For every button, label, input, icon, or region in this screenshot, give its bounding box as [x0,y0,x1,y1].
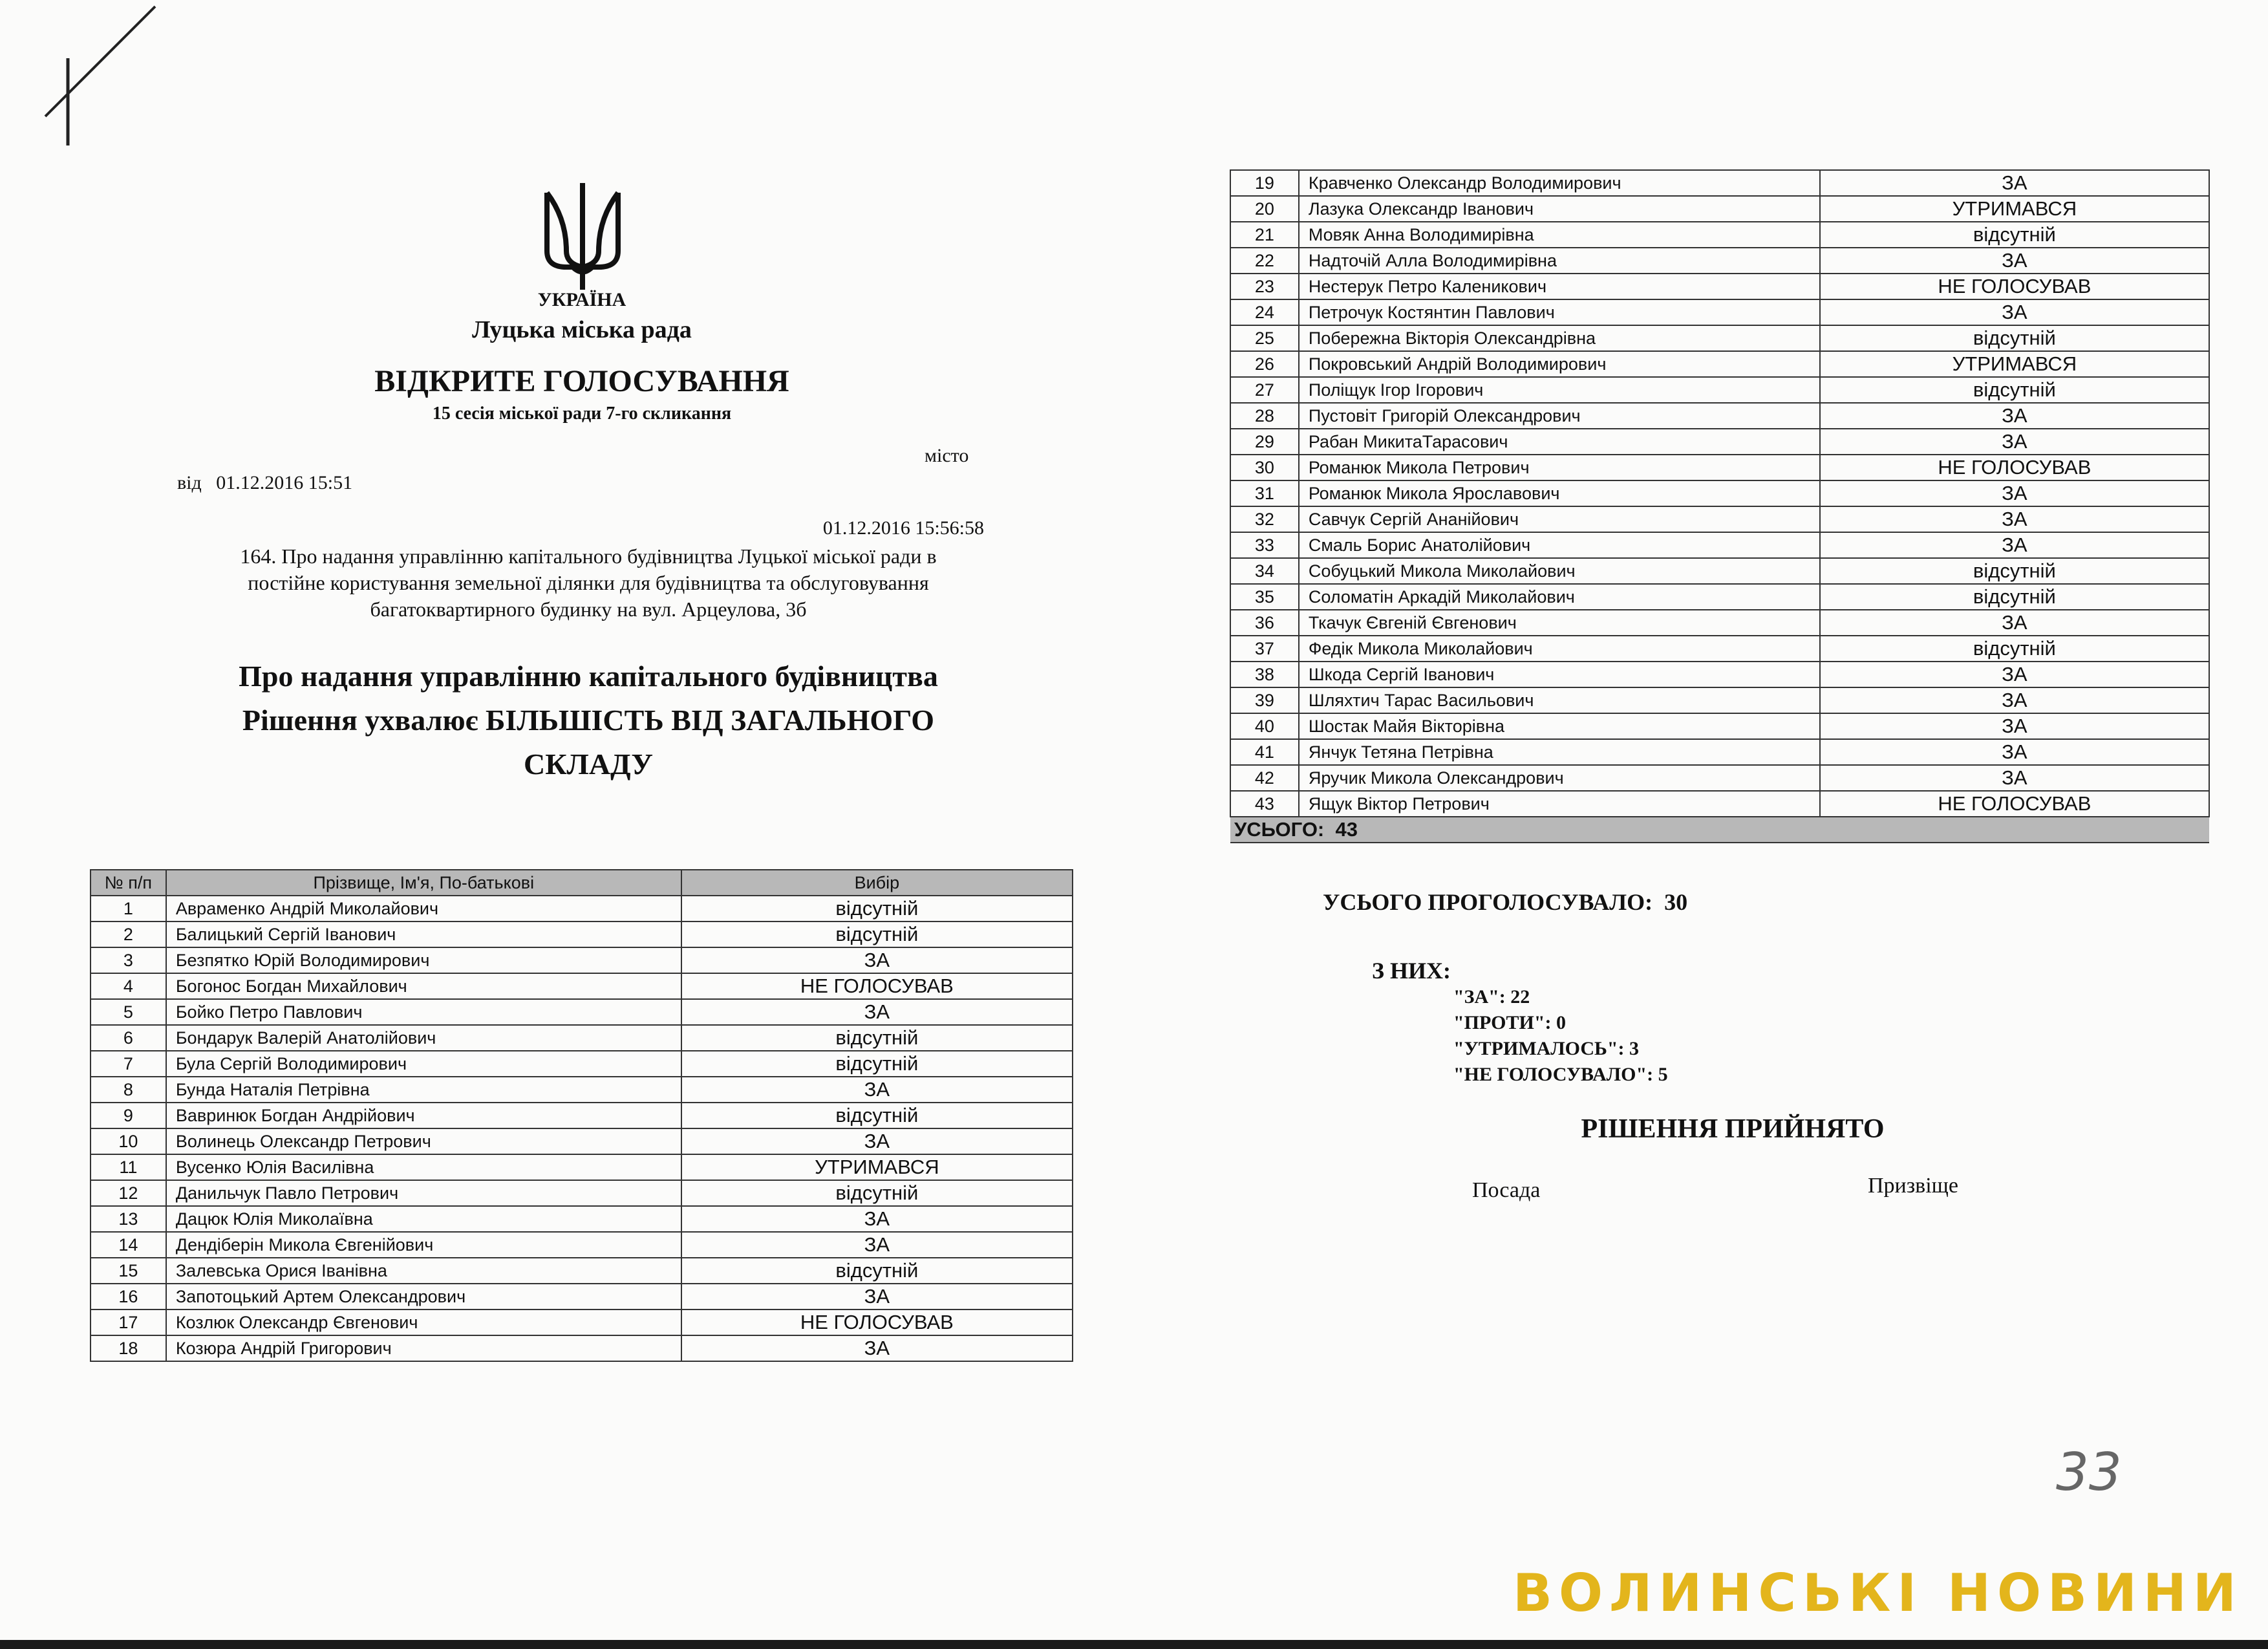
row-number: 12 [91,1180,166,1206]
deputy-name: Мовяк Анна Володимирівна [1299,222,1820,248]
row-number: 41 [1230,739,1299,765]
table-row [91,999,1073,1025]
table-row [1230,455,2209,480]
coat-of-arms-trident-icon [540,180,625,293]
table-row [1230,196,2209,222]
table-row [91,896,1073,921]
row-number: 26 [1230,351,1299,377]
table-row [91,1128,1073,1154]
vote-choice: відсутній [681,1025,1073,1051]
table-row [1230,170,2209,196]
vote-timestamp: 01.12.2016 15:56:58 [822,517,984,539]
row-number: 43 [1230,791,1299,817]
row-number: 14 [91,1232,166,1258]
row-number: 7 [91,1051,166,1077]
deputy-name: Дацюк Юлія Миколаївна [166,1206,681,1232]
deputy-name: Бунда Наталія Петрівна [166,1077,681,1103]
row-number: 25 [1230,325,1299,351]
vote-choice: УТРИМАВСЯ [1820,351,2209,377]
vote-choice: відсутній [681,921,1073,947]
vote-choice: відсутній [681,1103,1073,1128]
vote-choice: відсутній [1820,558,2209,584]
row-number: 37 [1230,636,1299,662]
vote-choice: ЗА [1820,610,2209,636]
heading-line: Про надання управлінню капітального будівництва [239,660,938,693]
table-row [91,1154,1073,1180]
deputy-name: Ткачук Євгеній Євгенович [1299,610,1820,636]
row-number: 10 [91,1128,166,1154]
deputy-name: Балицький Сергій Іванович [166,921,681,947]
table-row [91,1310,1073,1335]
deputy-name: Соломатін Аркадій Миколайович [1299,584,1820,610]
row-number: 15 [91,1258,166,1284]
deputy-name: Козюра Андрій Григорович [166,1335,681,1361]
vote-choice: відсутній [1820,222,2209,248]
table-row [91,1051,1073,1077]
row-number: 6 [91,1025,166,1051]
heading-line: СКЛАДУ [523,748,654,781]
deputy-name: Савчук Сергій Ананійович [1299,506,1820,532]
row-number: 22 [1230,248,1299,274]
table-row [91,1180,1073,1206]
vote-choice: відсутній [681,1258,1073,1284]
table-row [91,921,1073,947]
date-from: від 01.12.2016 15:51 [177,472,353,493]
deputy-name: Запотоцький Артем Олександрович [166,1284,681,1310]
table-row [1230,765,2209,791]
vote-choice: ЗА [681,947,1073,973]
table-row [1230,662,2209,687]
count-not-voted: "НЕ ГОЛОСУВАЛО": 5 [1453,1064,1668,1085]
deputy-name: Рабан МикитаТарасович [1299,429,1820,455]
row-number: 40 [1230,713,1299,739]
deputy-name: Безпятко Юрій Володимирович [166,947,681,973]
decision-result: РІШЕННЯ ПРИЙНЯТО [1581,1114,1885,1144]
vote-choice: ЗА [681,1232,1073,1258]
table-row [1230,480,2209,506]
row-number: 20 [1230,196,1299,222]
table-row [1230,584,2209,610]
row-number: 13 [91,1206,166,1232]
vote-choice: ЗА [681,999,1073,1025]
deputy-name: Данильчук Павло Петрович [166,1180,681,1206]
table-row [1230,403,2209,429]
table-row [1230,791,2209,817]
row-number: 3 [91,947,166,973]
vote-choice: НЕ ГОЛОСУВАВ [1820,274,2209,299]
deputy-name: Нестерук Петро Каленикович [1299,274,1820,299]
vote-choice: відсутній [681,1051,1073,1077]
row-number: 39 [1230,687,1299,713]
deputy-name: Петрочук Костянтин Павлович [1299,299,1820,325]
deputy-name: Кравченко Олександр Володимирович [1299,170,1820,196]
document-title: ВІДКРИТЕ ГОЛОСУВАННЯ [374,364,789,398]
table-row [91,947,1073,973]
table-row [1230,429,2209,455]
handwritten-page-number: 33 [2056,1442,2122,1502]
row-number: 18 [91,1335,166,1361]
vote-choice: ЗА [1820,480,2209,506]
count-abstained: "УТРИМАЛОСЬ": 3 [1453,1038,1640,1059]
table-row [91,1232,1073,1258]
table-row [91,973,1073,999]
deputy-name: Яручик Микола Олександрович [1299,765,1820,791]
table-row [91,1284,1073,1310]
vote-choice: відсутній [681,896,1073,921]
row-number: 23 [1230,274,1299,299]
total-row [1230,817,2209,843]
deputy-name: Вавринюк Богдан Андрійович [166,1103,681,1128]
votes-table-right [1230,169,2210,843]
table-header-row [91,870,1073,896]
deputy-name: Ящук Віктор Петрович [1299,791,1820,817]
vote-choice: ЗА [1820,687,2209,713]
row-number: 11 [91,1154,166,1180]
row-number: 31 [1230,480,1299,506]
row-number: 16 [91,1284,166,1310]
position-label: Посада [1472,1178,1541,1202]
row-number: 28 [1230,403,1299,429]
row-number: 4 [91,973,166,999]
vote-choice: ЗА [1820,248,2209,274]
row-number: 38 [1230,662,1299,687]
table-row [1230,558,2209,584]
row-number: 32 [1230,506,1299,532]
row-number: 24 [1230,299,1299,325]
table-row [1230,713,2209,739]
agenda-item-text: 164. Про надання управлінню капітального будівництва Луцької міської ради в постійне користування земельної ділянки для будівництва та обслуговування багатоквартирного будинку на вул. Арцеулова, 3б [240,544,937,621]
watermark-logo: ВОЛИНСЬКІ НОВИНИ [1513,1563,2243,1623]
deputy-name: Волинець Олександр Петрович [166,1128,681,1154]
vote-choice: НЕ ГОЛОСУВАВ [1820,791,2209,817]
table-row [1230,506,2209,532]
vote-choice: УТРИМАВСЯ [1820,196,2209,222]
deputy-name: Надточій Алла Володимирівна [1299,248,1820,274]
session-subtitle: 15 сесія міської ради 7-го скликання [432,404,732,424]
table-row [1230,610,2209,636]
vote-choice: ЗА [1820,403,2209,429]
surname-label: Призвіще [1868,1174,1958,1198]
table-row [1230,351,2209,377]
deputy-name: Залевська Орися Іванівна [166,1258,681,1284]
row-number: 2 [91,921,166,947]
council-name: Луцька міська рада [472,316,692,343]
deputy-name: Бондарук Валерій Анатолійович [166,1025,681,1051]
vote-choice: ЗА [681,1284,1073,1310]
table-row [91,1206,1073,1232]
row-number: 34 [1230,558,1299,584]
vote-choice: НЕ ГОЛОСУВАВ [681,1310,1073,1335]
deputy-name: Шляхтич Тарас Васильович [1299,687,1820,713]
row-number: 27 [1230,377,1299,403]
vote-choice: ЗА [681,1077,1073,1103]
vote-choice: відсутній [1820,325,2209,351]
table-row [91,1077,1073,1103]
row-number: 1 [91,896,166,921]
heading-line: Рішення ухвалює БІЛЬШІСТЬ ВІД ЗАГАЛЬНОГО [242,704,935,737]
vote-choice: ЗА [1820,739,2209,765]
row-number: 42 [1230,765,1299,791]
column-header-number: № п/п [91,870,166,896]
deputy-name: Янчук Тетяна Петрівна [1299,739,1820,765]
deputy-name: Шостак Майя Вікторівна [1299,713,1820,739]
deputy-name: Романюк Микола Ярославович [1299,480,1820,506]
vote-choice: ЗА [681,1206,1073,1232]
row-number: 9 [91,1103,166,1128]
deputy-name: Авраменко Андрій Миколайович [166,896,681,921]
vote-choice: ЗА [681,1335,1073,1361]
table-row [1230,532,2209,558]
deputy-name: Дендіберін Микола Євгенійович [166,1232,681,1258]
total-count: УСЬОГО: 43 [1230,817,2209,843]
deputy-name: Вусенко Юлія Василівна [166,1154,681,1180]
row-number: 30 [1230,455,1299,480]
deputy-name: Була Сергій Володимирович [166,1051,681,1077]
deputy-name: Собуцький Микола Миколайович [1299,558,1820,584]
scan-edge-bar [0,1640,2268,1649]
table-row [1230,739,2209,765]
city-label: місто [925,445,969,466]
vote-choice: ЗА [1820,299,2209,325]
vote-choice: відсутній [681,1180,1073,1206]
row-number: 21 [1230,222,1299,248]
deputy-name: Романюк Микола Петрович [1299,455,1820,480]
count-against: "ПРОТИ": 0 [1453,1012,1566,1033]
vote-choice: відсутній [1820,584,2209,610]
row-number: 36 [1230,610,1299,636]
row-number: 29 [1230,429,1299,455]
votes-table-left [90,869,1073,1362]
table-row [1230,248,2209,274]
deputy-name: Пустовіт Григорій Олександрович [1299,403,1820,429]
table-row [1230,377,2209,403]
table-row [1230,687,2209,713]
vote-choice: НЕ ГОЛОСУВАВ [681,973,1073,999]
vote-choice: ЗА [1820,532,2209,558]
vote-choice: відсутній [1820,636,2209,662]
deputy-name: Бойко Петро Павлович [166,999,681,1025]
table-row [1230,636,2209,662]
deputy-name: Лазука Олександр Іванович [1299,196,1820,222]
decision-heading [168,654,1009,786]
table-row [1230,299,2209,325]
deputy-name: Шкода Сергій Іванович [1299,662,1820,687]
deputy-name: Федік Микола Миколайович [1299,636,1820,662]
table-row [91,1258,1073,1284]
vote-choice: ЗА [1820,170,2209,196]
deputy-name: Козлюк Олександр Євгенович [166,1310,681,1335]
country-label: УКРАЇНА [537,289,626,310]
row-number: 19 [1230,170,1299,196]
vote-choice: ЗА [1820,506,2209,532]
row-number: 33 [1230,532,1299,558]
vote-choice: ЗА [1820,765,2209,791]
deputy-name: Смаль Борис Анатолійович [1299,532,1820,558]
deputy-name: Побережна Вікторія Олександрівна [1299,325,1820,351]
vote-choice: НЕ ГОЛОСУВАВ [1820,455,2209,480]
table-row [1230,274,2209,299]
vote-choice: ЗА [1820,429,2209,455]
row-number: 35 [1230,584,1299,610]
deputy-name: Поліщук Ігор Ігорович [1299,377,1820,403]
table-row [91,1335,1073,1361]
column-header-choice: Вибір [681,870,1073,896]
total-voted: УСЬОГО ПРОГОЛОСУВАЛО: 30 [1323,889,1688,915]
table-row [91,1103,1073,1128]
table-row [1230,325,2209,351]
vote-choice: ЗА [681,1128,1073,1154]
deputy-name: Покровський Андрій Володимирович [1299,351,1820,377]
vote-choice: ЗА [1820,713,2209,739]
vote-choice: ЗА [1820,662,2209,687]
vote-choice: відсутній [1820,377,2209,403]
deputy-name: Богонос Богдан Михайлович [166,973,681,999]
table-row [91,1025,1073,1051]
column-header-name: Прізвище, Ім'я, По-батькові [166,870,681,896]
table-row [1230,222,2209,248]
vote-choice: УТРИМАВСЯ [681,1154,1073,1180]
of-them-label: З НИХ: [1372,958,1451,984]
row-number: 8 [91,1077,166,1103]
pen-mark [39,0,168,149]
row-number: 17 [91,1310,166,1335]
count-for: "ЗА": 22 [1453,986,1530,1008]
row-number: 5 [91,999,166,1025]
